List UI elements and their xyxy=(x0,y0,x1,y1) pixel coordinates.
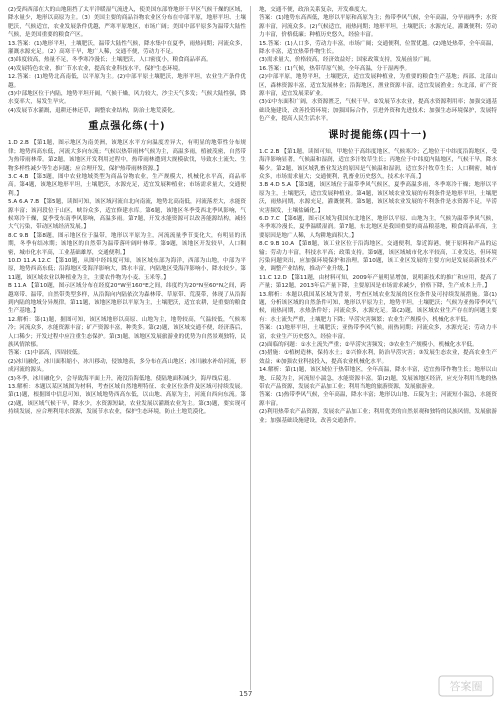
paragraph: (2)利用热带农产品资源，发展农产品加工业；利用优美的自然景观和独特的民族风情，发展旅游业；加强基础设施建设，改善交通条件。 xyxy=(259,409,497,424)
paragraph: (4)发展特色农业，推广节水农业，提高农业科技水平，保护生态环境。 xyxy=(8,65,184,72)
paragraph: 答案：(1)热带季风气候，全年高温，降水丰富；地形以山地、丘陵为主；河流短小湍急，水能资源丰富。 xyxy=(259,392,497,407)
right-before-block xyxy=(259,6,497,124)
paragraph: (4)发展节水灌溉，退耕还林还草，调整农业结构，防治土地荒漠化。 xyxy=(8,107,179,114)
paragraph: 1.D 2.B 【第1题，图示地区为南美洲，该地区水平方向温度差异大，有明显的地带性分布规律；地势西高东低，河流大多向东流；气候以热带雨林气候为主，高温多雨，植被茂密，自然带为热带雨林带。第2题，该地区开发利用过程中，热带雨林遭到大规模砍伐，导致水土流失、生物多样性减少等生态问题；应合理开发，保护热带雨林资源。】 xyxy=(8,140,246,172)
watermark-logo xyxy=(438,674,494,698)
paragraph: 13.解析：本题以我国某区域为背景，考查区域农业发展的区位条件及可持续发展措施。第(1)题，分析该区域的自然条件可知，地形以平原为主，地势平坦，土壤肥沃；气候为亚热带季风气候，雨热同期，水热条件好；河流众多，水源充足。第(2)题，该区域农业生产存在的问题主要有：水土流失严重，土壤肥力下降；旱涝灾害频繁；农业生产规模小，机械化水平低。 xyxy=(259,291,497,323)
paragraph: 13.解析：本题以某区域图为材料，考查区域自然地理特征、农业区位条件及区域可持续发展。第(1)题，根据图中信息可知，该区域地势西高东低，以山地、高原为主，河流自西向东流。第(2)题，该区域气候干旱，降水少，水资源短缺，农业发展以灌溉农业为主。第(3)题，要实现可持续发展，应合理利用水资源，发展节水农业，保护生态环境，防止土地荒漠化。 xyxy=(8,384,246,416)
page-number: 157 xyxy=(239,690,253,698)
paragraph: 15.答案：(1)人口多，劳动力丰富，市场广阔；交通便利，位置优越。(2)地处热带，全年高温，降水丰富，适宜热带作物生长。 xyxy=(259,40,497,56)
paragraph: (3)①中东面积广阔，水资源匮乏，气候干旱。②发展节水农业，提高水资源利用率；加强交通基础设施建设，改善投资环境；加强国际合作，引进外资和先进技术；加强生态环境保护，发展特色产业，提高人民生活水平。 xyxy=(259,99,497,123)
paragraph: 答案：(1)地势东高西低，地形以平原和高原为主；热带季风气候，全年高温，分旱雨两季；水资源丰富，河流众多。(2)气候适宜，雨热同期；地形平坦，土壤肥沃；水源充足，灌溉便利；劳动力丰富，价格低廉；种植历史悠久，经验丰富。 xyxy=(259,15,497,39)
section-title-right: 课时提能练(四十一) xyxy=(328,129,428,141)
paragraph: 8.C 9.B 10.A 【第8题，该工业区位于沿海地区，交通便利，靠近海港，便于原料和产品的运输；劳动力丰富，科技水平高；政策支持。第9题，该区域城市化水平较高，工业发达，但环境污染问题突出，应加强环境保护和治理。第10题，该工业区发展的主要方向是发展高新技术产业，调整产业结构，推动产业升级。】 xyxy=(259,241,497,273)
paragraph: 3.C 4.B 【第3题，图中农业地域类型为商品谷物农业，生产规模大，机械化水平高，商品率高。第4题，该地区地形平坦，土壤肥沃，水源充足，适宜发展种植业；市场需求量大，交通便利。】 xyxy=(8,173,246,197)
paragraph: B 11.A 【第10题，图示区域分布在经度20°W至160°E之间，纬度约为20°N至60°N之间，跨越寒带、温带，自然带类型多样，从沿海向内陆依次为森林带、草原带、荒漠带，体现了从沿海到内陆的地域分异规律。第11题，该地区地形以平原为主，土壤肥沃，适宜农耕，是重要的粮食生产基地。】 xyxy=(8,283,246,315)
paragraph: 答案：(1)地形平坦，土壤肥沃；亚热带季风气候，雨热同期；河流众多，水源充足；劳动力丰富，农业生产历史悠久，经验丰富。 xyxy=(259,325,497,340)
left-before-block xyxy=(8,6,246,115)
paragraph: 1.C 2.B 【第1题，读图可知，甲地位于高纬度地区，气候寒冷；乙地位于中纬度沿海地区，受海洋影响显著，气候温和湿润，适宜多汁牧草生长；丙地位于中纬度内陆地区，气候干旱，降水稀少。第2题，该区域乳畜业发达的原因是气候温和湿润，适宜多汁牧草生长；人口稠密，城市众多，市场需求量大；交通便利，乳畜业历史悠久，技术水平高。】 xyxy=(259,148,497,180)
paragraph: 6.D 7.C 【第6题，图示区域为我国东北地区，地形以平原、山地为主，气候为温带季风气候，冬季寒冷漫长，夏季温暖湿润。第7题，东北地区是我国重要的商品粮基地，粮食商品率高，主要原因是地广人稀，人均耕地面积大。】 xyxy=(259,215,497,239)
paragraph: 地，交通不便，政治关系复杂，开发难度大。 xyxy=(259,7,371,13)
paragraph: 答案：(1)中部高，四周较低。 xyxy=(8,350,84,357)
left-after-block xyxy=(8,139,246,416)
column-divider xyxy=(250,6,251,690)
paragraph: 5.A 6.A 7.B 【第5题，读图可知，该区域河流自北向南流，地势北高南低，河流落差大，水能资源丰富；该河段位于山区，峡谷众多，适宜修建水库。第6题，该地区冬季受西北季风影响，气候寒冷干燥，夏季受东南季风影响，高温多雨。第7题，开发水能资源可以改善能源结构，减轻大气污染，带动区域经济发展。】 xyxy=(8,199,246,231)
paragraph: (3)需求量大，价格较高，经济效益好；国家政策支持，发展前景广阔。 xyxy=(259,57,435,64)
paragraph: 16.答案：(1)气候，热带草原气候，全年高温，分干湿两季。 xyxy=(259,65,411,72)
paragraph: (2)面临的问题：①水土流失严重；②旱涝灾害频发；③农业生产规模小，机械化水平低。 xyxy=(259,342,478,349)
paragraph: 13.答案：(1)地形平坦，土壤肥沃，温带大陆性气候，降水集中在夏季，雨热同期；河流众多，灌溉水源充足。（2）高寒干旱，地广人稀，交通不便，劳动力不足。 xyxy=(8,40,246,56)
watermark-text: 答案圈 xyxy=(449,680,483,693)
paragraph: 3.B 4.D 5.A 【第3题，该区域位于温带季风气候区，夏季高温多雨，冬季寒冷干燥；地形以平原为主，土壤肥沃，适宜发展种植业。第4题，该区域农业发展的有利条件是地形平坦，土壤肥沃，雨热同期，水源充足，灌溉便利。第5题，该区域农业发展的不利条件是水资源不足，旱涝灾害频发，土壤盐碱化。】 xyxy=(259,182,497,214)
section-title-left: 重点强化练(十) xyxy=(88,121,166,133)
paragraph: (3)纬度较高，热量不足，冬季寒冷漫长；土壤肥沃，人口密度小，粮食商品率高。 xyxy=(8,57,212,64)
paragraph: (3)措施：①植树造林，保持水土；②兴修水利，防治旱涝灾害；③发展生态农业，提高农业生产效益；④加强农业科技投入，提高农业机械化水平。 xyxy=(259,350,497,365)
paragraph: 12.答案：(1)地势北高南低，以平原为主。(2)中部平原土壤肥沃，地形平坦，农业生产条件优越。 xyxy=(8,74,246,89)
left-column xyxy=(8,6,246,690)
paragraph: 10.D 11.A 12.C 【第10题，从图中经纬度可知，该区域东部为海洋，西部为山地，中部为平原，地势西高东低；沿海地区受海洋影响大，降水丰富，内陆地区受海洋影响小，降水较少。第11题，该区域农业以种植业为主，主要农作物为小麦、玉米等。】 xyxy=(8,257,246,281)
paragraph: (3)中部地区位于内陆，地势平坦开阔，气候干燥，风力较大，沙尘天气多发；气候大陆性强，降水变率大，易发生旱灾。 xyxy=(8,91,246,106)
paragraph: 11.C 12.D 【第11题，由材料可知，2009年产量明显增加，说明新技术的推广和应用，提高了产量；第12题，2013年后产量下降，主要原因是市场需求减少，价格下降，生产成本上升。】 xyxy=(259,274,497,290)
right-after-block xyxy=(259,148,497,425)
right-column xyxy=(259,6,497,690)
paragraph: (2)中部平原，地势平坦，土壤肥沃，适宜发展种植业，为重要的粮食生产基地；西部、北部山区，森林资源丰富，适宜发展林业；沿海地区，渔业资源丰富，适宜发展渔业；东北部，矿产资源丰富，适宜发展采矿业。 xyxy=(259,74,497,98)
paragraph: (2)受西西部在大的山地阻挡了太平洋暖湿气流进入，使美国东部脊地形干旱区气候干燥的区域，降水量少，地形以高原为主。（3）美国主要的商品谷物农业区分布在中部平原，地形平坦、土壤肥沃，气候适宜，农业发展条件优越，严寒平原地区，市场广阔；美国中部平原多为温带大陆性气候，是美国重要的粮食产区。 xyxy=(8,7,246,39)
paragraph: 12.解析：第(1)题，据图可知，该区域地形以高原、山地为主，地势较高，气温较低，气候寒冷；河流众多，水能资源丰富；矿产资源丰富，种类多。第(2)题，该区域交通不便，经济落后，人口稀少；开发过程中应注重生态保护。第(3)题，该地区发展旅游业的优势为自然景观独特，民族风情浓郁。 xyxy=(8,316,246,349)
paragraph: (2)冰川融化，冰川面积缩小，冰川移动，侵蚀地表，多分布在高山地区；冰川融水补给河流，形成河流的源头。 xyxy=(8,358,246,374)
paragraph: 14.解析：第(1)题，该区域位于热带地区，全年高温，降水丰富，适宜热带作物生长；地形以山地、丘陵为主，河流短小湍急，水能资源丰富。第(2)题，发展该地区经济，应充分利用当地的热带农产品资源，发展农产品加工业；利用当地的旅游资源，发展旅游业。 xyxy=(259,367,497,391)
paragraph: 8.C 9.B 【第8题，图示地区位于温带，地形以平原为主，河流流量季节变化大，有明显的汛期，冬季有结冰期；该地区的自然带为温带落叶阔叶林带。第9题，该地区开发较早，人口稠密，城市化水平高，工业基础雄厚，交通便利。】 xyxy=(8,232,246,256)
paragraph: (3)冬季，冰川融化少，会导致海平面上升，淹没沿海低地，使陆地面积减少，海岸线后退。 xyxy=(8,375,235,382)
